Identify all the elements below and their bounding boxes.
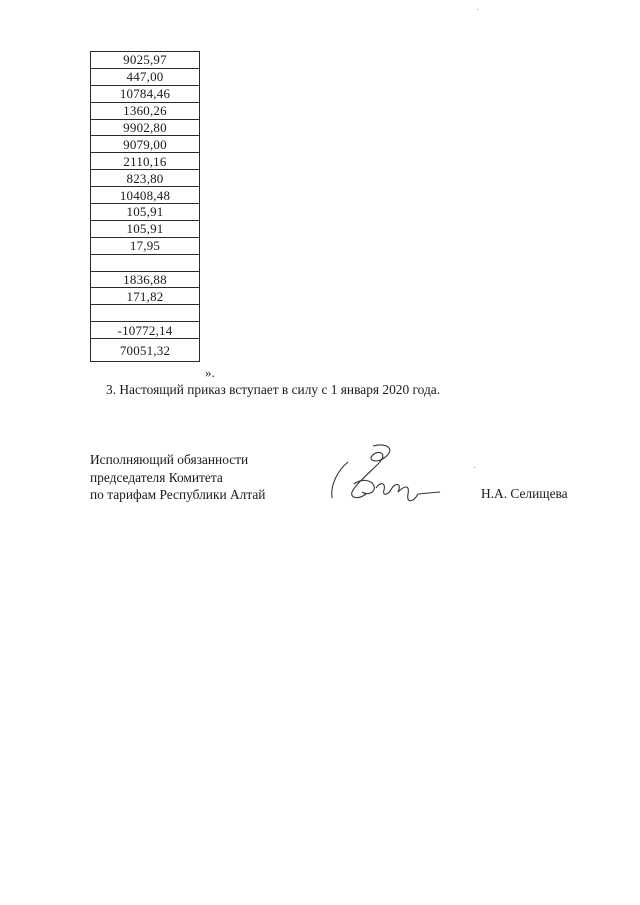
table-cell: 105,91	[91, 204, 200, 221]
signatory-title-line-2: председателя Комитета	[90, 469, 223, 485]
signatory-title	[90, 451, 265, 504]
values-table	[90, 51, 200, 362]
table-cell: 1360,26	[91, 102, 200, 119]
closing-quote: ».	[205, 365, 215, 380]
table-row	[91, 52, 200, 69]
table-row	[91, 322, 200, 339]
table-row	[91, 170, 200, 187]
table-row	[91, 204, 200, 221]
scan-speck	[474, 467, 475, 468]
table-cell: 10784,46	[91, 85, 200, 102]
table-cell: 70051,32	[91, 339, 200, 362]
table-row	[91, 136, 200, 153]
table-row	[91, 339, 200, 362]
table-row	[91, 220, 200, 237]
table-row	[91, 119, 200, 136]
table-cell: 447,00	[91, 68, 200, 85]
effective-date-paragraph: 3. Настоящий приказ вступает в силу с 1 января 2020 года.	[106, 382, 441, 397]
table-cell: 17,95	[91, 237, 200, 254]
table-row	[91, 254, 200, 271]
table-cell: 10408,48	[91, 187, 200, 204]
table-cell: 1836,88	[91, 271, 200, 288]
signatory-name: Н.А. Селищева	[481, 486, 568, 501]
table-row	[91, 153, 200, 170]
table-cell: -10772,14	[91, 322, 200, 339]
table-row	[91, 288, 200, 305]
table-cell: 171,82	[91, 288, 200, 305]
table-row	[91, 85, 200, 102]
table-row	[91, 102, 200, 119]
table-row	[91, 237, 200, 254]
handwritten-signature	[318, 440, 458, 510]
scan-speck	[477, 9, 478, 10]
table-cell	[91, 254, 200, 271]
table-cell	[91, 305, 200, 322]
table-cell: 105,91	[91, 220, 200, 237]
table-cell: 9902,80	[91, 119, 200, 136]
table-cell: 9025,97	[91, 52, 200, 69]
table-row	[91, 187, 200, 204]
signatory-title-line-3: по тарифам Республики Алтай	[90, 487, 266, 502]
table-cell: 2110,16	[91, 153, 200, 170]
table-cell: 9079,00	[91, 136, 200, 153]
table-row	[91, 305, 200, 322]
signatory-title-line-1: Исполняющий обязанности	[90, 452, 249, 467]
table-row	[91, 271, 200, 288]
table-row	[91, 68, 200, 85]
table-cell: 823,80	[91, 170, 200, 187]
